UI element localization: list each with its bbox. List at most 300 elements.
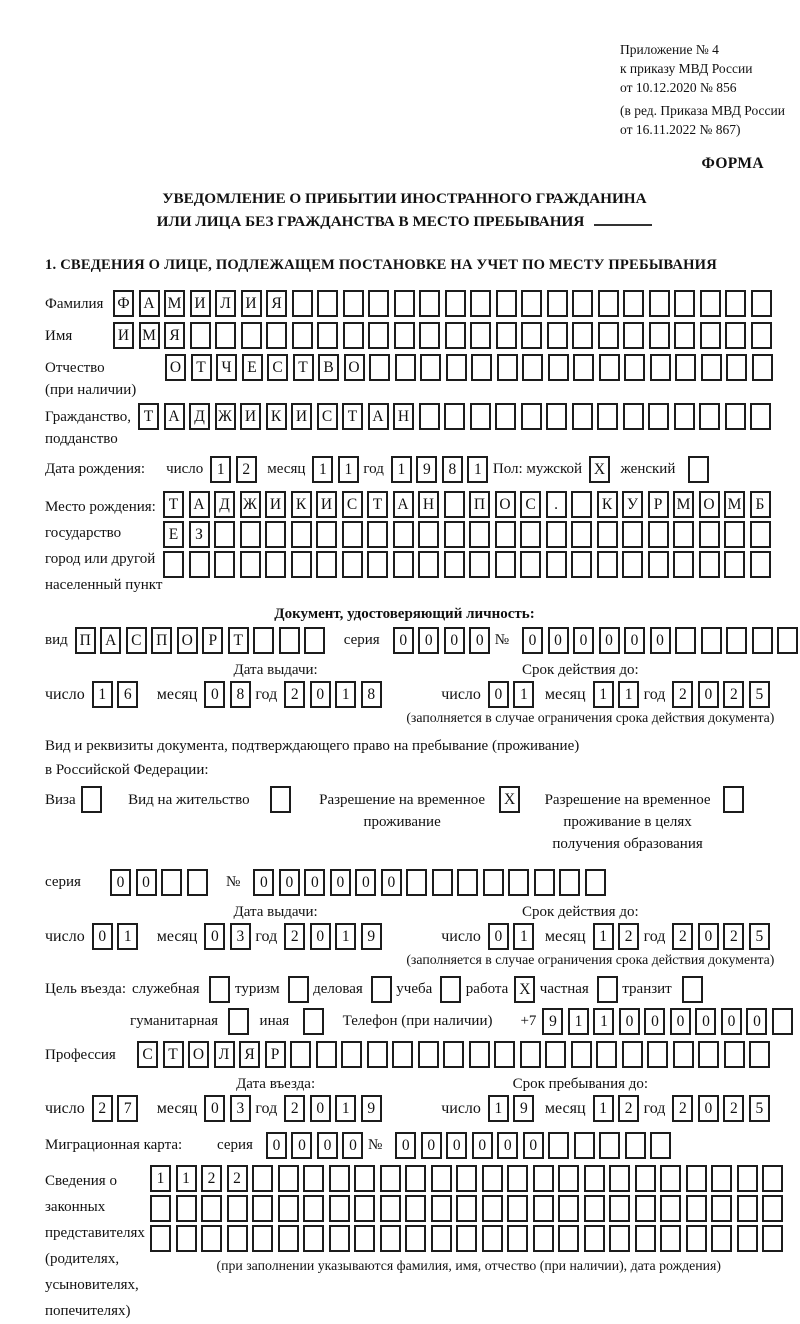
birth-place-char-box[interactable] — [622, 551, 643, 578]
representatives-char-box[interactable] — [533, 1195, 554, 1222]
representatives-char-box[interactable] — [660, 1225, 681, 1252]
residence-series-box[interactable] — [187, 869, 208, 896]
birth-place-char-box[interactable]: З — [189, 521, 210, 548]
given-name-char-box[interactable] — [343, 322, 364, 349]
birth-place-char-box[interactable] — [597, 551, 618, 578]
representatives-char-box[interactable] — [405, 1195, 426, 1222]
patronymic-char-box[interactable] — [497, 354, 518, 381]
representatives-char-box[interactable] — [482, 1225, 503, 1252]
residence-number-box[interactable]: 0 — [330, 869, 351, 896]
representatives-char-box[interactable] — [303, 1225, 324, 1252]
birth-place-char-box[interactable] — [418, 521, 439, 548]
patronymic-char-box[interactable] — [395, 354, 416, 381]
birth-place-char-box[interactable] — [291, 521, 312, 548]
citizenship-char-box[interactable]: К — [266, 403, 287, 430]
representatives-char-box[interactable] — [711, 1165, 732, 1192]
expiry-day-box[interactable]: 0 — [488, 681, 509, 708]
patronymic-char-box[interactable]: С — [267, 354, 288, 381]
surname-char-box[interactable] — [649, 290, 670, 317]
given-name-char-box[interactable] — [521, 322, 542, 349]
birth-place-char-box[interactable] — [316, 521, 337, 548]
given-name-char-box[interactable] — [292, 322, 313, 349]
given-name-char-box[interactable] — [317, 322, 338, 349]
representatives-char-box[interactable] — [329, 1165, 350, 1192]
representatives-char-box[interactable] — [711, 1195, 732, 1222]
surname-char-box[interactable] — [572, 290, 593, 317]
given-name-char-box[interactable] — [394, 322, 415, 349]
birth-place-char-box[interactable] — [265, 521, 286, 548]
patronymic-char-box[interactable]: В — [318, 354, 339, 381]
profession-char-box[interactable] — [724, 1041, 745, 1068]
surname-char-box[interactable]: А — [139, 290, 160, 317]
given-name-char-box[interactable] — [725, 322, 746, 349]
issue-month-box[interactable]: 8 — [230, 681, 251, 708]
birth-place-char-box[interactable] — [520, 521, 541, 548]
doc-number-box[interactable]: 0 — [522, 627, 543, 654]
citizenship-char-box[interactable] — [470, 403, 491, 430]
residence-permit-box[interactable] — [270, 786, 291, 813]
birth-place-char-box[interactable] — [469, 551, 490, 578]
doc-series-box[interactable]: 0 — [393, 627, 414, 654]
representatives-char-box[interactable] — [737, 1165, 758, 1192]
given-name-char-box[interactable] — [368, 322, 389, 349]
citizenship-char-box[interactable] — [674, 403, 695, 430]
birth-place-char-box[interactable] — [316, 551, 337, 578]
doc-kind-char-box[interactable] — [279, 627, 300, 654]
purpose-tourism-box[interactable] — [288, 976, 309, 1003]
representatives-char-box[interactable] — [533, 1165, 554, 1192]
birth-place-char-box[interactable] — [750, 551, 771, 578]
birth-place-char-box[interactable]: М — [673, 491, 694, 518]
representatives-char-box[interactable] — [456, 1225, 477, 1252]
birth-place-char-box[interactable]: К — [291, 491, 312, 518]
profession-char-box[interactable] — [596, 1041, 617, 1068]
doc-number-box[interactable] — [701, 627, 722, 654]
representatives-char-box[interactable] — [431, 1225, 452, 1252]
doc-kind-char-box[interactable] — [304, 627, 325, 654]
profession-char-box[interactable] — [367, 1041, 388, 1068]
given-name-char-box[interactable] — [241, 322, 262, 349]
representatives-char-box[interactable] — [533, 1225, 554, 1252]
given-name-char-box[interactable] — [470, 322, 491, 349]
representatives-char-box[interactable] — [762, 1225, 783, 1252]
citizenship-char-box[interactable] — [597, 403, 618, 430]
given-name-char-box[interactable] — [419, 322, 440, 349]
migration-number-box[interactable] — [599, 1132, 620, 1159]
given-name-char-box[interactable] — [266, 322, 287, 349]
r-expiry-year-box[interactable]: 2 — [672, 923, 693, 950]
given-name-char-box[interactable] — [572, 322, 593, 349]
birth-place-char-box[interactable]: К — [597, 491, 618, 518]
representatives-char-box[interactable] — [482, 1195, 503, 1222]
birth-place-char-box[interactable] — [597, 521, 618, 548]
profession-char-box[interactable]: Я — [239, 1041, 260, 1068]
surname-char-box[interactable] — [317, 290, 338, 317]
patronymic-char-box[interactable] — [650, 354, 671, 381]
residence-number-box[interactable]: 0 — [304, 869, 325, 896]
birth-place-char-box[interactable]: Ж — [240, 491, 261, 518]
r-issue-month-box[interactable]: 3 — [230, 923, 251, 950]
birth-year-box[interactable]: 8 — [442, 456, 463, 483]
representatives-char-box[interactable] — [329, 1225, 350, 1252]
citizenship-char-box[interactable]: И — [240, 403, 261, 430]
representatives-char-box[interactable] — [686, 1195, 707, 1222]
representatives-char-box[interactable] — [686, 1225, 707, 1252]
given-name-char-box[interactable]: М — [139, 322, 160, 349]
phone-digit-box[interactable] — [772, 1008, 793, 1035]
birth-place-char-box[interactable] — [571, 521, 592, 548]
representatives-char-box[interactable] — [558, 1225, 579, 1252]
representatives-char-box[interactable] — [609, 1165, 630, 1192]
citizenship-char-box[interactable]: Т — [138, 403, 159, 430]
migration-series-box[interactable]: 0 — [317, 1132, 338, 1159]
birth-place-char-box[interactable] — [546, 551, 567, 578]
representatives-char-box[interactable]: 1 — [150, 1165, 171, 1192]
entry-day-box[interactable]: 7 — [117, 1095, 138, 1122]
birth-place-char-box[interactable] — [342, 521, 363, 548]
surname-char-box[interactable]: Ф — [113, 290, 134, 317]
representatives-char-box[interactable] — [584, 1195, 605, 1222]
patronymic-char-box[interactable] — [420, 354, 441, 381]
representatives-char-box[interactable] — [354, 1225, 375, 1252]
given-name-char-box[interactable] — [190, 322, 211, 349]
birth-place-char-box[interactable] — [393, 551, 414, 578]
profession-char-box[interactable] — [341, 1041, 362, 1068]
representatives-char-box[interactable] — [278, 1195, 299, 1222]
birth-place-char-box[interactable]: У — [622, 491, 643, 518]
birth-year-box[interactable]: 1 — [391, 456, 412, 483]
representatives-char-box[interactable] — [456, 1195, 477, 1222]
given-name-char-box[interactable] — [496, 322, 517, 349]
citizenship-char-box[interactable]: И — [291, 403, 312, 430]
given-name-char-box[interactable] — [649, 322, 670, 349]
birth-place-char-box[interactable] — [724, 521, 745, 548]
surname-char-box[interactable] — [343, 290, 364, 317]
purpose-study-box[interactable] — [440, 976, 461, 1003]
representatives-char-box[interactable] — [176, 1225, 197, 1252]
patronymic-char-box[interactable] — [548, 354, 569, 381]
citizenship-char-box[interactable] — [648, 403, 669, 430]
birth-year-box[interactable]: 1 — [467, 456, 488, 483]
patronymic-char-box[interactable]: О — [165, 354, 186, 381]
birth-place-char-box[interactable] — [546, 521, 567, 548]
representatives-char-box[interactable] — [150, 1195, 171, 1222]
r-issue-month-box[interactable]: 0 — [204, 923, 225, 950]
citizenship-char-box[interactable]: Ж — [215, 403, 236, 430]
patronymic-char-box[interactable] — [726, 354, 747, 381]
doc-number-box[interactable] — [777, 627, 798, 654]
representatives-char-box[interactable] — [558, 1165, 579, 1192]
representatives-char-box[interactable] — [737, 1225, 758, 1252]
representatives-char-box[interactable] — [227, 1225, 248, 1252]
citizenship-char-box[interactable] — [750, 403, 771, 430]
profession-char-box[interactable]: С — [137, 1041, 158, 1068]
residence-number-box[interactable] — [585, 869, 606, 896]
representatives-char-box[interactable] — [686, 1165, 707, 1192]
representatives-char-box[interactable] — [405, 1165, 426, 1192]
surname-char-box[interactable] — [521, 290, 542, 317]
r-expiry-year-box[interactable]: 0 — [698, 923, 719, 950]
issue-year-box[interactable]: 2 — [284, 681, 305, 708]
patronymic-char-box[interactable] — [701, 354, 722, 381]
doc-number-box[interactable] — [675, 627, 696, 654]
doc-kind-char-box[interactable]: А — [100, 627, 121, 654]
surname-char-box[interactable] — [419, 290, 440, 317]
purpose-work-box[interactable]: X — [514, 976, 535, 1003]
birth-place-char-box[interactable] — [265, 551, 286, 578]
doc-kind-char-box[interactable]: П — [75, 627, 96, 654]
profession-char-box[interactable] — [392, 1041, 413, 1068]
representatives-char-box[interactable] — [635, 1225, 656, 1252]
doc-kind-char-box[interactable]: П — [151, 627, 172, 654]
birth-place-char-box[interactable]: Т — [163, 491, 184, 518]
doc-number-box[interactable] — [726, 627, 747, 654]
migration-number-box[interactable] — [650, 1132, 671, 1159]
r-expiry-month-box[interactable]: 1 — [593, 923, 614, 950]
entry-day-box[interactable]: 2 — [92, 1095, 113, 1122]
birth-place-char-box[interactable]: Д — [214, 491, 235, 518]
birth-place-char-box[interactable] — [367, 551, 388, 578]
representatives-char-box[interactable] — [354, 1195, 375, 1222]
stay-year-box[interactable]: 2 — [723, 1095, 744, 1122]
citizenship-char-box[interactable] — [546, 403, 567, 430]
representatives-char-box[interactable] — [278, 1225, 299, 1252]
representatives-char-box[interactable]: 2 — [227, 1165, 248, 1192]
migration-number-box[interactable]: 0 — [497, 1132, 518, 1159]
phone-digit-box[interactable]: 1 — [568, 1008, 589, 1035]
given-name-char-box[interactable]: И — [113, 322, 134, 349]
surname-char-box[interactable] — [547, 290, 568, 317]
birth-place-char-box[interactable] — [724, 551, 745, 578]
entry-year-box[interactable]: 9 — [361, 1095, 382, 1122]
birth-place-char-box[interactable] — [750, 521, 771, 548]
birth-place-char-box[interactable] — [163, 551, 184, 578]
birth-place-char-box[interactable] — [444, 521, 465, 548]
representatives-char-box[interactable] — [354, 1165, 375, 1192]
expiry-year-box[interactable]: 5 — [749, 681, 770, 708]
residence-number-box[interactable] — [559, 869, 580, 896]
representatives-char-box[interactable] — [431, 1195, 452, 1222]
patronymic-char-box[interactable] — [752, 354, 773, 381]
surname-char-box[interactable] — [674, 290, 695, 317]
representatives-char-box[interactable] — [482, 1165, 503, 1192]
representatives-char-box[interactable] — [660, 1195, 681, 1222]
surname-char-box[interactable]: Я — [266, 290, 287, 317]
surname-char-box[interactable] — [496, 290, 517, 317]
representatives-char-box[interactable] — [609, 1225, 630, 1252]
migration-number-box[interactable] — [625, 1132, 646, 1159]
doc-number-box[interactable]: 0 — [573, 627, 594, 654]
representatives-char-box[interactable]: 1 — [176, 1165, 197, 1192]
birth-place-char-box[interactable] — [418, 551, 439, 578]
migration-number-box[interactable]: 0 — [472, 1132, 493, 1159]
r-issue-year-box[interactable]: 2 — [284, 923, 305, 950]
birth-day-box[interactable]: 1 — [210, 456, 231, 483]
surname-char-box[interactable]: И — [241, 290, 262, 317]
birth-place-char-box[interactable]: Е — [163, 521, 184, 548]
r-expiry-month-box[interactable]: 2 — [618, 923, 639, 950]
expiry-day-box[interactable]: 1 — [513, 681, 534, 708]
issue-year-box[interactable]: 8 — [361, 681, 382, 708]
residence-number-box[interactable] — [406, 869, 427, 896]
birth-place-char-box[interactable] — [622, 521, 643, 548]
birth-place-char-box[interactable] — [393, 521, 414, 548]
given-name-char-box[interactable] — [751, 322, 772, 349]
stay-year-box[interactable]: 0 — [698, 1095, 719, 1122]
doc-number-box[interactable]: 0 — [650, 627, 671, 654]
birth-place-char-box[interactable]: А — [189, 491, 210, 518]
surname-char-box[interactable] — [623, 290, 644, 317]
phone-digit-box[interactable]: 0 — [670, 1008, 691, 1035]
patronymic-char-box[interactable] — [599, 354, 620, 381]
stay-day-box[interactable]: 1 — [488, 1095, 509, 1122]
profession-char-box[interactable] — [545, 1041, 566, 1068]
profession-char-box[interactable]: Л — [214, 1041, 235, 1068]
representatives-char-box[interactable] — [711, 1225, 732, 1252]
birth-place-char-box[interactable] — [495, 521, 516, 548]
surname-char-box[interactable] — [368, 290, 389, 317]
birth-place-char-box[interactable] — [444, 491, 465, 518]
representatives-char-box[interactable] — [201, 1195, 222, 1222]
birth-year-box[interactable]: 9 — [416, 456, 437, 483]
patronymic-char-box[interactable] — [369, 354, 390, 381]
doc-number-box[interactable]: 0 — [624, 627, 645, 654]
phone-digit-box[interactable]: 9 — [542, 1008, 563, 1035]
birth-place-char-box[interactable] — [673, 551, 694, 578]
doc-series-box[interactable]: 0 — [418, 627, 439, 654]
phone-digit-box[interactable]: 0 — [721, 1008, 742, 1035]
representatives-char-box[interactable] — [405, 1225, 426, 1252]
surname-char-box[interactable] — [725, 290, 746, 317]
surname-char-box[interactable] — [445, 290, 466, 317]
sex-male-box[interactable]: X — [589, 456, 610, 483]
patronymic-char-box[interactable] — [471, 354, 492, 381]
profession-char-box[interactable] — [647, 1041, 668, 1068]
residence-number-box[interactable]: 0 — [355, 869, 376, 896]
citizenship-char-box[interactable] — [419, 403, 440, 430]
residence-series-box[interactable] — [161, 869, 182, 896]
representatives-char-box[interactable] — [252, 1225, 273, 1252]
profession-char-box[interactable] — [316, 1041, 337, 1068]
representatives-char-box[interactable] — [737, 1195, 758, 1222]
residence-number-box[interactable]: 0 — [279, 869, 300, 896]
surname-char-box[interactable] — [394, 290, 415, 317]
residence-number-box[interactable]: 0 — [253, 869, 274, 896]
surname-char-box[interactable] — [292, 290, 313, 317]
birth-place-char-box[interactable] — [520, 551, 541, 578]
r-issue-year-box[interactable]: 0 — [310, 923, 331, 950]
birth-place-char-box[interactable] — [342, 551, 363, 578]
sex-female-box[interactable] — [688, 456, 709, 483]
profession-char-box[interactable] — [290, 1041, 311, 1068]
representatives-char-box[interactable] — [380, 1195, 401, 1222]
surname-char-box[interactable] — [751, 290, 772, 317]
residence-series-box[interactable]: 0 — [110, 869, 131, 896]
r-issue-day-box[interactable]: 1 — [117, 923, 138, 950]
r-expiry-year-box[interactable]: 2 — [723, 923, 744, 950]
patronymic-char-box[interactable] — [573, 354, 594, 381]
representatives-char-box[interactable] — [380, 1165, 401, 1192]
patronymic-char-box[interactable] — [624, 354, 645, 381]
patronymic-char-box[interactable] — [522, 354, 543, 381]
birth-place-char-box[interactable] — [571, 551, 592, 578]
representatives-char-box[interactable] — [252, 1195, 273, 1222]
representatives-char-box[interactable] — [507, 1195, 528, 1222]
phone-digit-box[interactable]: 0 — [619, 1008, 640, 1035]
birth-place-char-box[interactable] — [648, 551, 669, 578]
patronymic-char-box[interactable]: Е — [242, 354, 263, 381]
given-name-char-box[interactable] — [215, 322, 236, 349]
patronymic-char-box[interactable]: Ч — [216, 354, 237, 381]
residence-number-box[interactable]: 0 — [381, 869, 402, 896]
given-name-char-box[interactable] — [547, 322, 568, 349]
birth-place-char-box[interactable]: Б — [750, 491, 771, 518]
entry-month-box[interactable]: 3 — [230, 1095, 251, 1122]
patronymic-char-box[interactable]: Т — [293, 354, 314, 381]
profession-char-box[interactable] — [698, 1041, 719, 1068]
phone-digit-box[interactable]: 0 — [644, 1008, 665, 1035]
representatives-char-box[interactable] — [431, 1165, 452, 1192]
migration-number-box[interactable]: 0 — [395, 1132, 416, 1159]
birth-place-char-box[interactable]: С — [520, 491, 541, 518]
birth-place-char-box[interactable] — [673, 521, 694, 548]
birth-place-char-box[interactable]: И — [265, 491, 286, 518]
surname-char-box[interactable]: И — [190, 290, 211, 317]
representatives-char-box[interactable] — [635, 1195, 656, 1222]
birth-place-char-box[interactable] — [444, 551, 465, 578]
birth-place-char-box[interactable] — [214, 521, 235, 548]
surname-char-box[interactable]: М — [164, 290, 185, 317]
profession-char-box[interactable]: Р — [265, 1041, 286, 1068]
residence-number-box[interactable] — [457, 869, 478, 896]
birth-place-char-box[interactable] — [571, 491, 592, 518]
birth-place-char-box[interactable]: О — [495, 491, 516, 518]
profession-char-box[interactable]: О — [188, 1041, 209, 1068]
representatives-char-box[interactable] — [762, 1195, 783, 1222]
doc-series-box[interactable]: 0 — [444, 627, 465, 654]
representatives-char-box[interactable] — [201, 1225, 222, 1252]
doc-number-box[interactable]: 0 — [599, 627, 620, 654]
birth-place-char-box[interactable] — [214, 551, 235, 578]
issue-day-box[interactable]: 6 — [117, 681, 138, 708]
r-issue-day-box[interactable]: 0 — [92, 923, 113, 950]
purpose-other-box[interactable] — [303, 1008, 324, 1035]
given-name-char-box[interactable]: Я — [164, 322, 185, 349]
profession-char-box[interactable] — [469, 1041, 490, 1068]
birth-place-char-box[interactable] — [648, 521, 669, 548]
entry-year-box[interactable]: 0 — [310, 1095, 331, 1122]
patronymic-char-box[interactable]: Т — [191, 354, 212, 381]
representatives-char-box[interactable] — [456, 1165, 477, 1192]
birth-place-char-box[interactable]: С — [342, 491, 363, 518]
representatives-char-box[interactable] — [278, 1165, 299, 1192]
citizenship-char-box[interactable]: А — [164, 403, 185, 430]
citizenship-char-box[interactable]: Н — [393, 403, 414, 430]
r-expiry-day-box[interactable]: 0 — [488, 923, 509, 950]
representatives-char-box[interactable] — [635, 1165, 656, 1192]
residence-number-box[interactable] — [432, 869, 453, 896]
issue-year-box[interactable]: 0 — [310, 681, 331, 708]
stay-year-box[interactable]: 2 — [672, 1095, 693, 1122]
representatives-char-box[interactable] — [609, 1195, 630, 1222]
given-name-char-box[interactable] — [445, 322, 466, 349]
birth-place-char-box[interactable]: И — [316, 491, 337, 518]
profession-char-box[interactable] — [494, 1041, 515, 1068]
representatives-char-box[interactable] — [176, 1195, 197, 1222]
doc-kind-char-box[interactable]: Р — [202, 627, 223, 654]
birth-place-char-box[interactable]: Н — [418, 491, 439, 518]
patronymic-char-box[interactable] — [675, 354, 696, 381]
